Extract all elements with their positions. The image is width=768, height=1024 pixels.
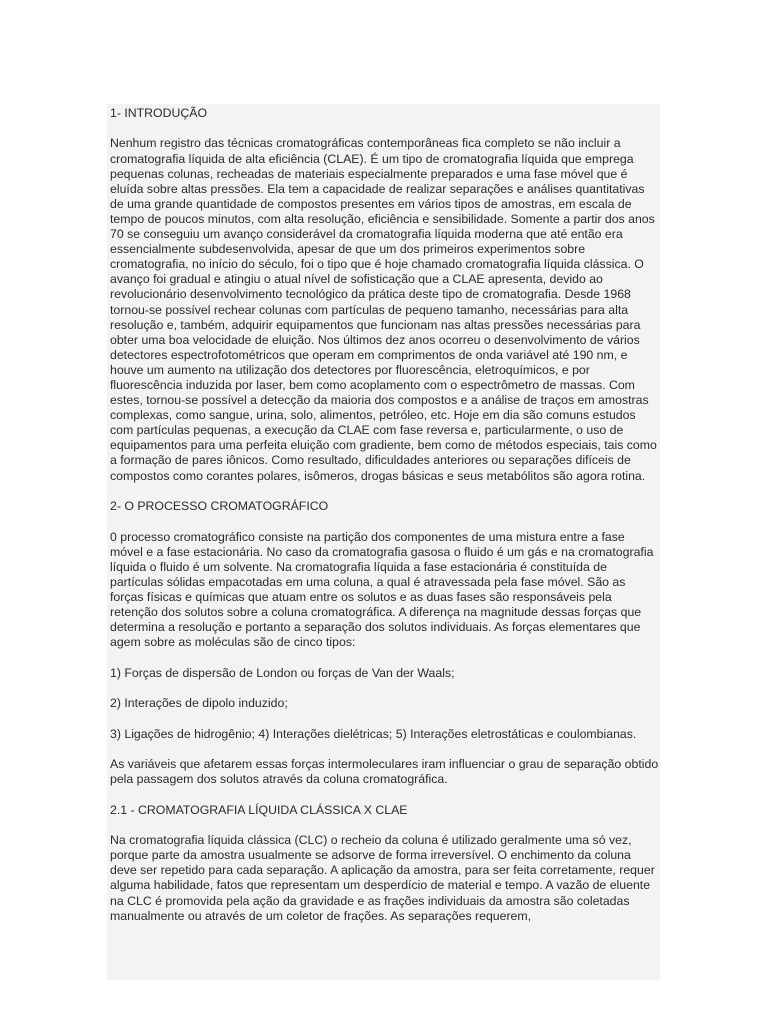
paragraph: As variáveis que afetarem essas forças intermoleculares iram influenciar o grau de separação obtido pela passagem dos solutos através da coluna cromatográfica. [110, 757, 659, 787]
paragraph: Nenhum registro das técnicas cromatográficas contemporâneas fica completo se não incluir a cromatografia líquida de alta eficiência (CLAE). É um tipo de cromatografia líquida que emprega pequenas colunas, recheadas de materiais especialmente preparados e uma fase móvel que é eluída sobre altas pressões. Ela tem a capacidade de realizar separações e análises quantitativas de uma grande quantidade de compostos presentes em vários tipos de amostras, em escala de tempo de poucos minutos, com alta resolução, eficiência e sensibilidade. Somente a partir dos anos 70 se conseguiu um avanço considerável da cromatografia líquida moderna que até então era essencialmente subdesenvolvida, apesar de que um dos primeiros experimentos sobre cromatografia, no início do século, foi o tipo que é hoje chamado cromatografia líquida clássica. O avanço foi gradual e atingiu o atual nível de sofisticação que a CLAE apresenta, devido ao revolucionário desenvolvimento tecnológico da prática deste tipo de cromatografia. Desde 1968 tornou-se possível rechear colunas com partículas de pequeno tamanho, necessárias para alta resolução e, também, adquirir equipamentos que funcionam nas altas pressões necessárias para obter uma boa velocidade de eluição. Nos últimos dez anos ocorreu o desenvolvimento de vários detectores espectrofotométricos que operam em comprimentos de onda variável até 190 nm, e houve um aumento na utilização dos detectores por fluorescência, eletroquímicos, e por fluorescência induzida por laser, bem como acoplamento com o espectrômetro de massas. Com estes, tornou-se possível a detecção da maioria dos compostos e a análise de traços em amostras complexas, como sangue, urina, solo, alimentos, petróleo, etc. Hoje em dia são comuns estudos com partículas pequenas, a execução da CLAE com fase reversa e, particularmente, o uso de equipamentos para uma perfeita eluição com gradiente, bem como de métodos especiais, tais como a formação de pares iônicos. Como resultado, dificuldades anteriores ou separações difíceis de compostos como corantes polares, isômeros, drogas básicas e seus metabólitos são agora rotina. [110, 136, 657, 483]
list-item: 2) Interações de dipolo induzido; [110, 696, 288, 711]
document-content [110, 106, 660, 924]
section-heading-clc-x-clae: 2.1 - CROMATOGRAFIA LÍQUIDA CLÁSSICA X CLAE [110, 802, 408, 817]
section-heading-processo-cromatografico: 2- O PROCESSO CROMATOGRÁFICO [110, 499, 329, 514]
paragraph: Na cromatografia líquida clássica (CLC) o recheio da coluna é utilizado geralmente uma só vez, porque parte da amostra usualmente se adsorve de forma irreversível. O enchimento da coluna deve ser repetido para cada separação. A aplicação da amostra, para ser feita corretamente, requer alguma habilidade, fatos que representam um desperdício de material e tempo. A vazão de eluente na CLC é promovida pela ação da gravidade e as frações individuais da amostra são coletadas manualmente ou através de um coletor de frações. As separações requerem, [110, 833, 655, 923]
section-heading-introducao: 1- INTRODUÇÃO [110, 106, 208, 120]
paragraph: 0 processo cromatográfico consiste na partição dos componentes de uma mistura entre a fase móvel e a fase estacionária. No caso da cromatografia gasosa o fluido é um gás e na cromatografia líquida o fluido é um solvente. Na cromatografia líquida a fase estacionária é constituída de partículas sólidas empacotadas em uma coluna, a qual é atravessada pela fase móvel. São as forças físicas e químicas que atuam entre os solutos e as duas fases são responsáveis pela retenção dos solutos sobre a coluna cromatográfica. A diferença na magnitude dessas forças que determina a resolução e portanto a separação dos solutos individuais. As forças elementares que agem sobre as moléculas são de cinco tipos: [110, 529, 654, 650]
document-page [107, 104, 660, 980]
list-item: 1) Forças de dispersão de London ou forças de Van der Waals; [110, 665, 455, 680]
list-item: 3) Ligações de hidrogênio; 4) Interações dielétricas; 5) Interações eletrostáticas e coulombianas. [110, 726, 637, 741]
